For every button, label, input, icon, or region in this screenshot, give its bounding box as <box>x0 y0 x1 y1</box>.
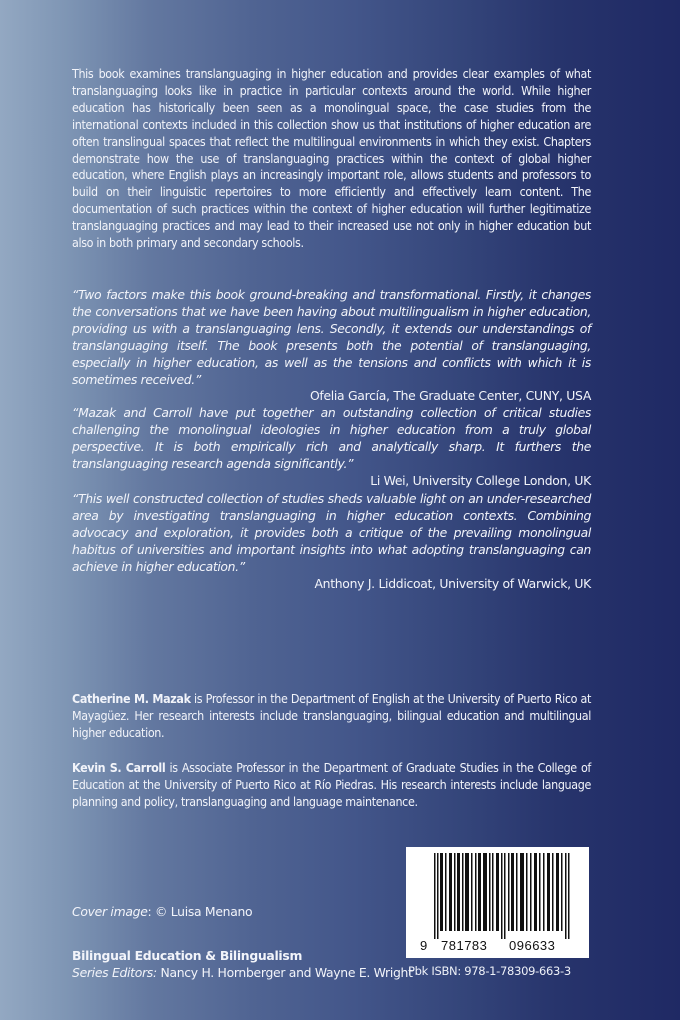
endorsement-attribution: Ofelia García, The Graduate Center, CUNY, USA <box>309 388 591 404</box>
isbn-text: Pbk ISBN: 978-1-78309-663-3 <box>408 964 571 978</box>
author-name: Catherine M. Mazak <box>72 691 191 706</box>
endorsement-3 <box>72 491 591 592</box>
isbn-barcode <box>406 847 589 958</box>
endorsement-attribution: Anthony J. Liddicoat, University of Warwick, UK <box>314 575 591 591</box>
series-editors-label: Series Editors: <box>72 965 157 980</box>
barcode-bars-icon <box>434 853 574 939</box>
endorsement-attribution: Li Wei, University College London, UK <box>370 472 591 488</box>
barcode-right-digits: 096633 <box>509 938 556 953</box>
author-name: Kevin S. Carroll <box>72 760 166 775</box>
author-bio-text: is Associate Professor in the Department of Graduate Studies in the College of Education at the University of Puerto Rico at Río Piedras. His research interests include language planning and policy, translanguaging and language maintenance. <box>72 760 592 809</box>
endorsement-text: “Mazak and Carroll have put together an outstanding collection of critical studies challenging the monolingual ideologies in higher education from a truly global perspective. It is both empirically rich and analytically sharp. It furthers the translanguaging research agenda significantly.” <box>72 405 591 471</box>
series-info <box>72 947 413 981</box>
description-text: This book examines translanguaging in higher education and provides clear examples of what translanguaging looks like in practice in particular contexts around the world. While higher education has historically been seen as a monolingual space, the case studies from the international contexts included in this collection show us that institutions of higher education are often translingual spaces that reflect the multilingual environments in which they exist. Chapters demonstrate how the use of translanguaging practices within the context of global higher education, where English plays an increasingly important role, allows students and professors to build on their linguistic repertoires to more efficiently and effectively learn content. The documentation of such practices within the context of higher education will further legitimatize translanguaging practices and may lead to their increased use not only in higher education but also in both primary and secondary schools. <box>72 66 591 251</box>
author-bio-2 <box>72 760 591 811</box>
series-title: Bilingual Education & Bilingualism <box>72 948 303 963</box>
barcode-lead-digit: 9 <box>420 938 428 953</box>
credit-label: Cover image <box>72 904 148 919</box>
book-description <box>72 66 591 252</box>
credit-value: © Luisa Menano <box>155 904 253 919</box>
author-bio-1 <box>72 691 591 742</box>
author-bio-text: is Professor in the Department of English at the University of Puerto Rico at Mayagüez. Her research interests include translanguaging, bilingual education and multilingual higher education. <box>72 691 591 740</box>
barcode-left-digits: 781783 <box>441 938 488 953</box>
endorsement-2 <box>72 405 591 490</box>
cover-image-credit <box>72 904 252 919</box>
endorsement-text: “This well constructed collection of studies sheds valuable light on an under-researched area by investigating translanguaging in higher education contexts. Combining advocacy and exploration, it provides both a critique of the prevailing monolingual habitus of universities and important insights into what adopting translanguaging can achieve in higher education.” <box>72 491 591 574</box>
credit-sep: : <box>147 904 156 919</box>
endorsement-1 <box>72 287 591 405</box>
endorsement-text: “Two factors make this book ground-breaking and transformational. Firstly, it changes the conversations that we have been having about multilingualism in higher education, providing us with a translanguaging lens. Secondly, it extends our understandings of translanguaging itself. The book presents both the potential of translanguaging, especially in higher education, as well as the tensions and conflicts with which it is sometimes received.” <box>72 287 591 387</box>
series-editors: Nancy H. Hornberger and Wayne E. Wright <box>156 965 413 980</box>
